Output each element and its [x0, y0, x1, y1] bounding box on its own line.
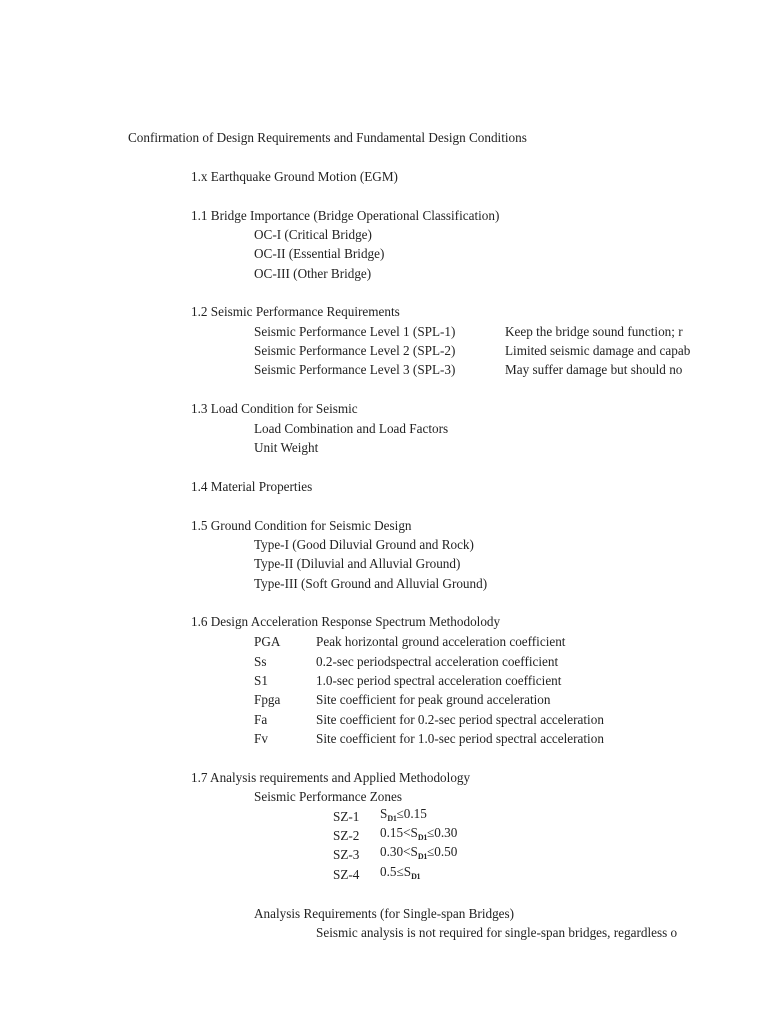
spl-description: May suffer damage but should no: [505, 362, 683, 377]
section-1-7-heading: 1.7 Analysis requirements and Applied Methodology: [191, 770, 471, 785]
zone-range: $0.15<S_{D1}\le 0.30$: [380, 825, 458, 842]
section-1-3-heading: 1.3 Load Condition for Seismic: [191, 401, 358, 416]
spectrum-abbr: Fv: [254, 731, 268, 746]
spectrum-desc: Site coefficient for 0.2-sec period spectral acceleration: [316, 712, 604, 727]
ground-type: Type-III (Soft Ground and Alluvial Ground): [254, 576, 488, 591]
spectrum-desc: 1.0-sec period spectral acceleration coefficient: [316, 673, 562, 688]
spl-description: Limited seismic damage and capab: [505, 343, 691, 358]
zone-range: $0.5\le S_{D1}$: [380, 864, 421, 881]
spectrum-desc: Site coefficient for 1.0-sec period spectral acceleration: [316, 731, 604, 746]
spl-description: Keep the bridge sound function; r: [505, 324, 683, 339]
spectrum-abbr: Fa: [254, 712, 268, 727]
ground-type: Type-II (Diluvial and Alluvial Ground): [254, 556, 461, 571]
ground-type: Type-I (Good Diluvial Ground and Rock): [254, 537, 474, 552]
spectrum-desc: Peak horizontal ground acceleration coefficient: [316, 634, 566, 649]
load-item: Unit Weight: [254, 440, 319, 455]
spectrum-desc: 0.2-sec periodspectral acceleration coefficient: [316, 654, 559, 669]
zone-label: SZ-1: [333, 809, 360, 824]
zones-heading: Seismic Performance Zones: [254, 789, 402, 804]
section-1-6-heading: 1.6 Design Acceleration Response Spectrum Methodolody: [191, 614, 501, 629]
zone-range: $S_{D1}\le 0.15$: [380, 806, 427, 823]
egm-heading: 1.x Earthquake Ground Motion (EGM): [191, 169, 398, 184]
section-1-1-heading: 1.1 Bridge Importance (Bridge Operational Classification): [191, 208, 500, 223]
section-1-5-heading: 1.5 Ground Condition for Seismic Design: [191, 518, 412, 533]
spectrum-abbr: S1: [254, 673, 268, 688]
oc-item: OC-III (Other Bridge): [254, 266, 372, 281]
spl-level: Seismic Performance Level 1 (SPL-1): [254, 324, 456, 339]
zone-range: $0.30<S_{D1}\le 0.50$: [380, 844, 458, 861]
oc-item: OC-II (Essential Bridge): [254, 246, 385, 261]
zone-label: SZ-3: [333, 847, 360, 862]
spectrum-desc: Site coefficient for peak ground acceleration: [316, 692, 551, 707]
section-1-2-heading: 1.2 Seismic Performance Requirements: [191, 304, 400, 319]
section-1-4-heading: 1.4 Material Properties: [191, 479, 313, 494]
analysis-text: Seismic analysis is not required for single-span bridges, regardless o: [316, 925, 678, 940]
zone-label: SZ-4: [333, 867, 360, 882]
load-item: Load Combination and Load Factors: [254, 421, 449, 436]
zone-label: SZ-2: [333, 828, 360, 843]
spectrum-abbr: Fpga: [254, 692, 281, 707]
oc-item: OC-I (Critical Bridge): [254, 227, 372, 242]
spectrum-abbr: PGA: [254, 634, 281, 649]
spl-level: Seismic Performance Level 2 (SPL-2): [254, 343, 456, 358]
document-title: Confirmation of Design Requirements and Fundamental Design Conditions: [128, 130, 527, 145]
spl-level: Seismic Performance Level 3 (SPL-3): [254, 362, 456, 377]
analysis-heading: Analysis Requirements (for Single-span Bridges): [254, 906, 515, 921]
spectrum-abbr: Ss: [254, 654, 267, 669]
